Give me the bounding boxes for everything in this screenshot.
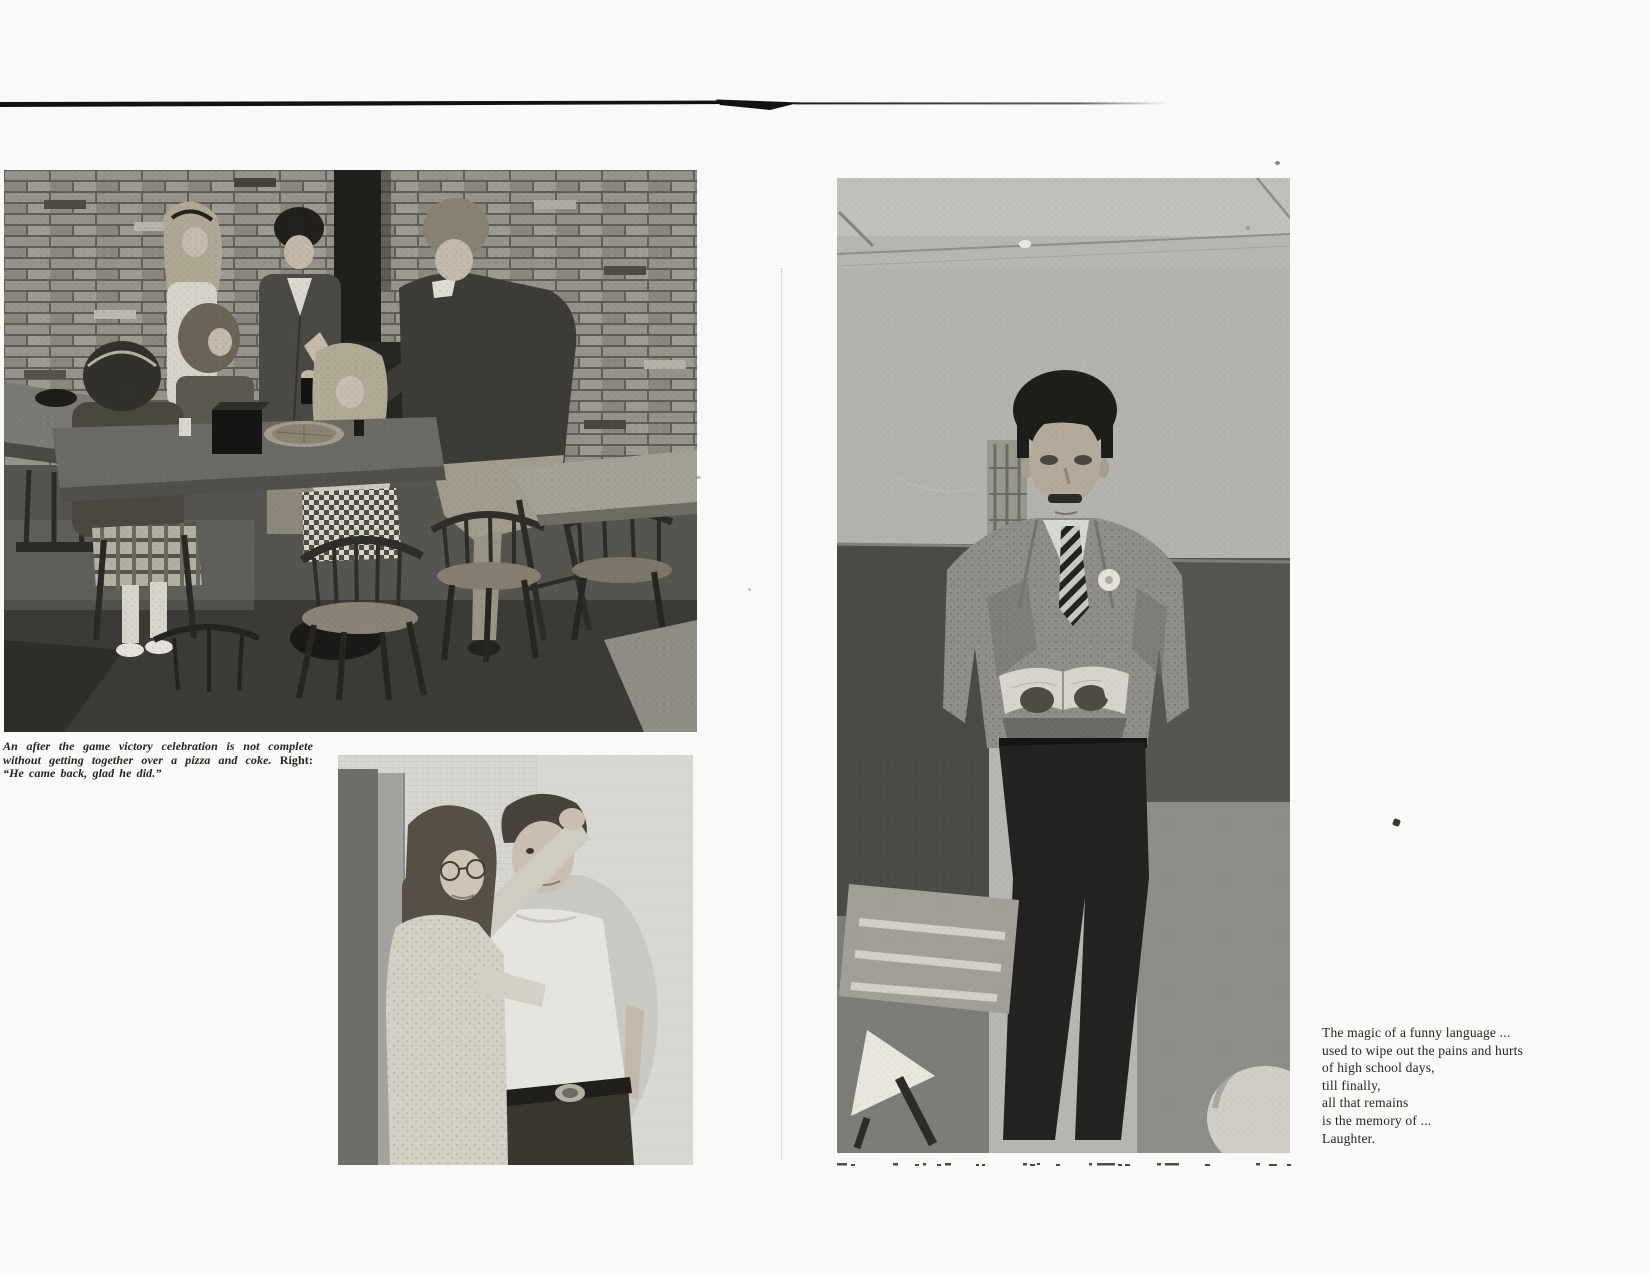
scan-speck (1392, 818, 1401, 827)
scan-speck (1246, 226, 1250, 230)
photo-grain-overlay (837, 178, 1290, 1153)
poem-line: all that remains (1322, 1095, 1409, 1111)
caption-quote: “He came back, glad he did.” (3, 766, 162, 781)
poem-block (1322, 1024, 1572, 1147)
page-gutter-fold (781, 268, 782, 1160)
caption-pizza-party (3, 740, 313, 781)
photo-grain-overlay (4, 170, 697, 732)
poem-line: till finally, (1322, 1077, 1381, 1093)
scan-speck (1275, 161, 1280, 165)
poem-line: is the memory of ... (1322, 1112, 1432, 1128)
caption-roman-label: Right: (279, 752, 313, 767)
photo-reading-man (837, 178, 1290, 1153)
scan-speck (748, 588, 751, 591)
page-top-rule (0, 96, 1180, 116)
scan-speck (695, 476, 701, 479)
truncated-caption-fragments (835, 1157, 1293, 1171)
photo-grain-overlay (338, 755, 693, 1165)
poem-line: of high school days, (1322, 1060, 1435, 1076)
poem-line: Laughter. (1322, 1130, 1376, 1146)
caption-italic-text: An after the game victory celebration is not complete without getting together over a pizza and coke. (3, 739, 313, 767)
poem-line: used to wipe out the pains and hurts (1322, 1042, 1524, 1058)
poem-line: The magic of a funny language ... (1322, 1025, 1511, 1040)
photo-couple (338, 755, 693, 1165)
photo-pizza-party (4, 170, 697, 732)
